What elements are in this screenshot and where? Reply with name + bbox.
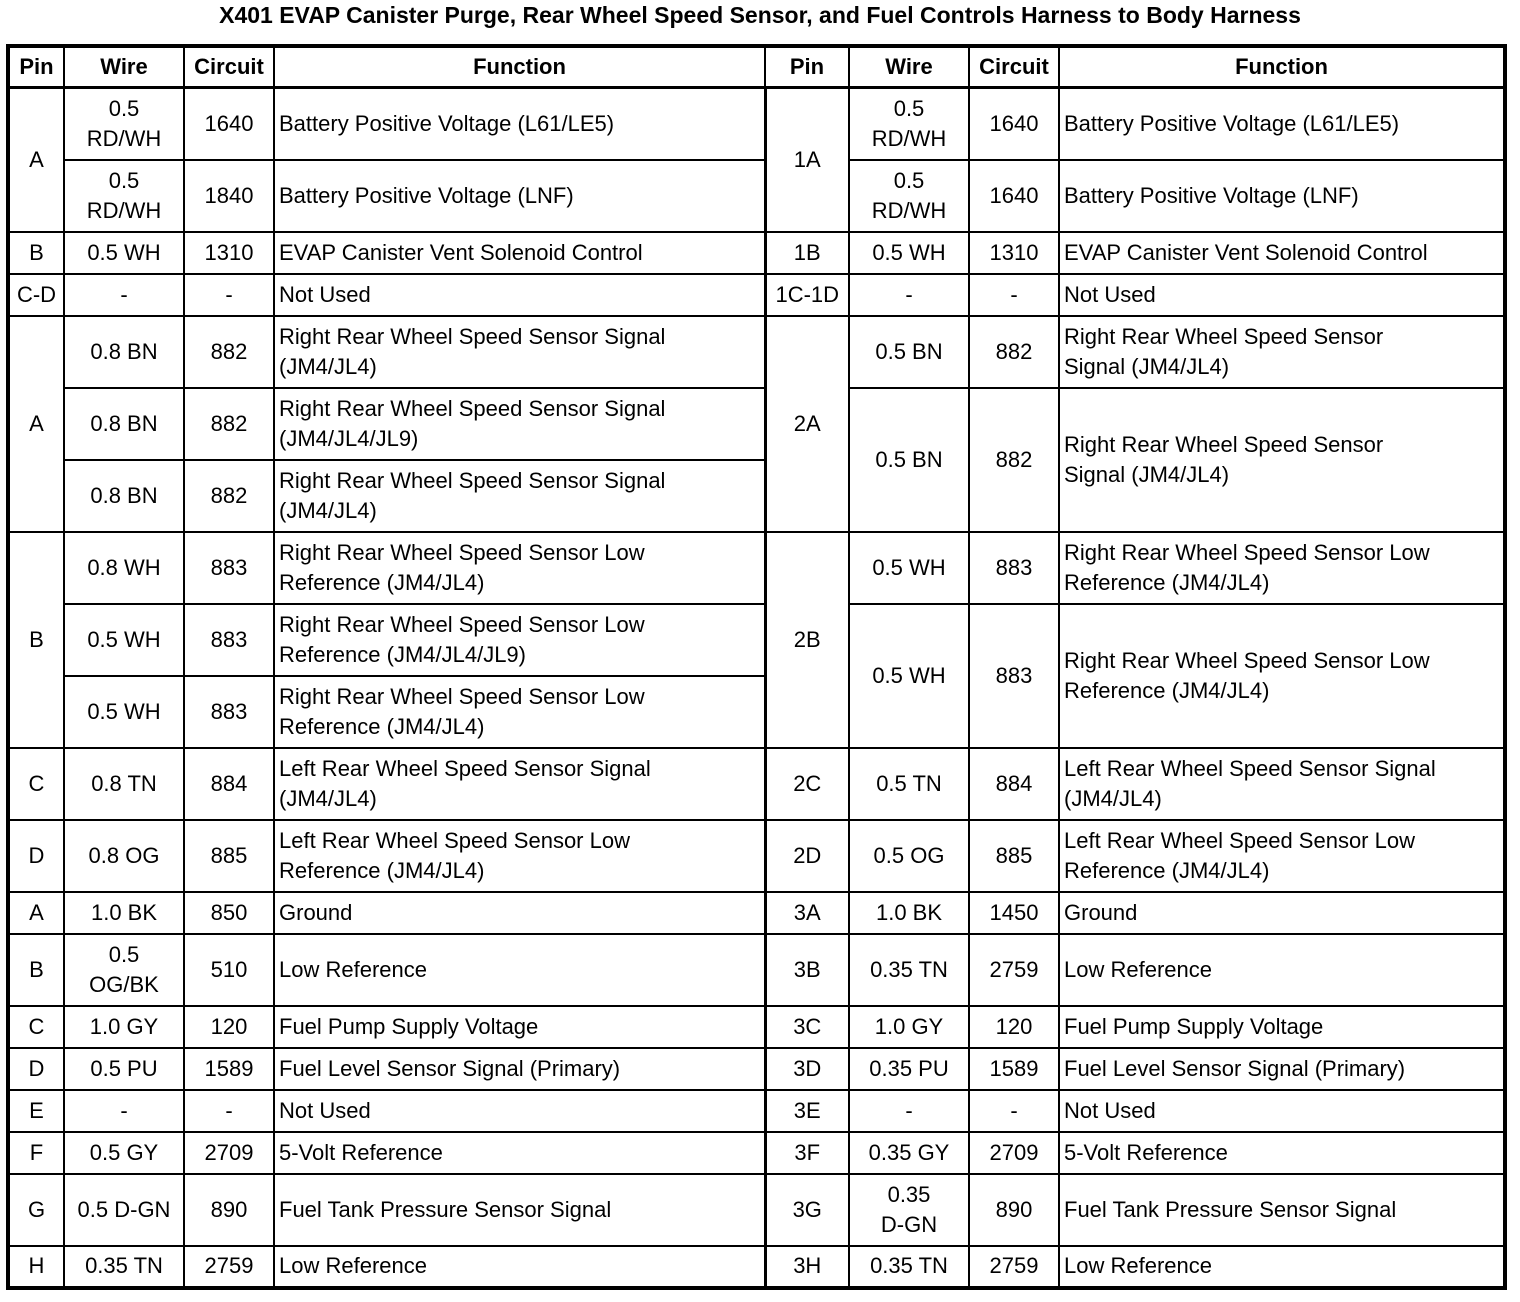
table-cell: 1589 xyxy=(969,1048,1059,1090)
table-row xyxy=(8,1246,1505,1288)
table-cell: - xyxy=(184,274,274,316)
table-row xyxy=(8,1006,1505,1048)
table-cell: Battery Positive Voltage (LNF) xyxy=(274,160,765,232)
header-circuit: Circuit xyxy=(184,46,274,88)
table-cell: - xyxy=(849,1090,969,1132)
table-cell: EVAP Canister Vent Solenoid Control xyxy=(274,232,765,274)
table-cell: 0.5 WH xyxy=(64,232,184,274)
table-cell: Left Rear Wheel Speed Sensor Low Reference (JM4/JL4) xyxy=(1059,820,1505,892)
table-cell: B xyxy=(8,232,64,274)
table-cell: H xyxy=(8,1246,64,1288)
table-cell: Right Rear Wheel Speed Sensor Low Reference (JM4/JL4) xyxy=(1059,532,1505,604)
table-cell: 1640 xyxy=(184,88,274,160)
table-row xyxy=(8,748,1505,820)
table-cell: 0.35 D-GN xyxy=(849,1174,969,1246)
table-row xyxy=(8,316,1505,388)
table-cell: 3G xyxy=(765,1174,849,1246)
table-cell: 0.5 TN xyxy=(849,748,969,820)
table-cell: 1310 xyxy=(969,232,1059,274)
header-function-right: Function xyxy=(1059,46,1505,88)
table-cell: - xyxy=(969,1090,1059,1132)
table-row xyxy=(8,1048,1505,1090)
table-row xyxy=(8,88,1505,160)
table-cell: 0.5 WH xyxy=(64,676,184,748)
table-cell: C-D xyxy=(8,274,64,316)
table-cell: D xyxy=(8,1048,64,1090)
pinout-table-container xyxy=(6,44,1507,1290)
table-cell: Right Rear Wheel Speed Sensor Signal (JM4/JL4) xyxy=(1059,316,1505,388)
table-cell: Fuel Pump Supply Voltage xyxy=(274,1006,765,1048)
table-cell: E xyxy=(8,1090,64,1132)
table-cell: 884 xyxy=(184,748,274,820)
table-cell: 1A xyxy=(765,88,849,232)
table-cell: 883 xyxy=(969,604,1059,748)
table-cell: 3D xyxy=(765,1048,849,1090)
table-cell: 3B xyxy=(765,934,849,1006)
table-cell: 0.5 OG xyxy=(849,820,969,892)
table-cell: A xyxy=(8,88,64,232)
table-cell: 0.5 WH xyxy=(849,604,969,748)
table-cell: 0.5 RD/WH xyxy=(64,88,184,160)
table-row xyxy=(8,892,1505,934)
table-cell: Right Rear Wheel Speed Sensor Signal (JM4/JL4) xyxy=(274,460,765,532)
table-cell: Ground xyxy=(274,892,765,934)
table-cell: 3E xyxy=(765,1090,849,1132)
table-cell: 120 xyxy=(184,1006,274,1048)
table-cell: 882 xyxy=(184,388,274,460)
table-cell: Fuel Level Sensor Signal (Primary) xyxy=(274,1048,765,1090)
table-cell: Right Rear Wheel Speed Sensor Signal (JM4/JL4) xyxy=(274,316,765,388)
table-cell: Right Rear Wheel Speed Sensor Signal (JM4/JL4) xyxy=(1059,388,1505,532)
table-cell: 3A xyxy=(765,892,849,934)
header-circuit-right: Circuit xyxy=(969,46,1059,88)
table-cell: 3H xyxy=(765,1246,849,1288)
table-cell: 2B xyxy=(765,532,849,748)
table-cell: 882 xyxy=(969,388,1059,532)
table-cell: 1B xyxy=(765,232,849,274)
table-cell: 120 xyxy=(969,1006,1059,1048)
table-cell: Fuel Pump Supply Voltage xyxy=(1059,1006,1505,1048)
table-cell: 0.5 WH xyxy=(64,604,184,676)
table-cell: 850 xyxy=(184,892,274,934)
table-cell: 0.5 D-GN xyxy=(64,1174,184,1246)
table-cell: Left Rear Wheel Speed Sensor Low Reference (JM4/JL4) xyxy=(274,820,765,892)
table-cell: Low Reference xyxy=(274,934,765,1006)
table-cell: Fuel Level Sensor Signal (Primary) xyxy=(1059,1048,1505,1090)
table-cell: Not Used xyxy=(1059,274,1505,316)
table-row xyxy=(8,388,1505,460)
table-cell: 882 xyxy=(184,460,274,532)
table-cell: 1840 xyxy=(184,160,274,232)
table-cell: Not Used xyxy=(274,1090,765,1132)
table-cell: 882 xyxy=(969,316,1059,388)
table-cell: Battery Positive Voltage (LNF) xyxy=(1059,160,1505,232)
table-cell: 890 xyxy=(184,1174,274,1246)
table-cell: 885 xyxy=(184,820,274,892)
header-pin-right: Pin xyxy=(765,46,849,88)
table-cell: Low Reference xyxy=(1059,1246,1505,1288)
table-cell: 0.35 GY xyxy=(849,1132,969,1174)
table-cell: 883 xyxy=(184,604,274,676)
table-cell: A xyxy=(8,892,64,934)
header-pin: Pin xyxy=(8,46,64,88)
table-cell: Left Rear Wheel Speed Sensor Signal (JM4/JL4) xyxy=(1059,748,1505,820)
table-cell: Battery Positive Voltage (L61/LE5) xyxy=(274,88,765,160)
table-cell: 0.8 BN xyxy=(64,388,184,460)
table-cell: 5-Volt Reference xyxy=(1059,1132,1505,1174)
table-row xyxy=(8,160,1505,232)
table-cell: Not Used xyxy=(1059,1090,1505,1132)
table-cell: EVAP Canister Vent Solenoid Control xyxy=(1059,232,1505,274)
table-cell: 1640 xyxy=(969,160,1059,232)
table-cell: Right Rear Wheel Speed Sensor Low Reference (JM4/JL4) xyxy=(274,676,765,748)
table-row xyxy=(8,820,1505,892)
table-cell: 0.8 WH xyxy=(64,532,184,604)
table-cell: 2759 xyxy=(969,934,1059,1006)
table-cell: 0.35 TN xyxy=(849,934,969,1006)
page-title: X401 EVAP Canister Purge, Rear Wheel Speed Sensor, and Fuel Controls Harness to Body Harness xyxy=(219,2,1301,28)
table-cell: 0.35 PU xyxy=(849,1048,969,1090)
table-cell: C xyxy=(8,748,64,820)
table-cell: - xyxy=(849,274,969,316)
table-cell: 0.5 WH xyxy=(849,232,969,274)
table-cell: 2759 xyxy=(969,1246,1059,1288)
table-cell: 2A xyxy=(765,316,849,532)
table-cell: 0.8 TN xyxy=(64,748,184,820)
table-cell: 0.8 BN xyxy=(64,316,184,388)
table-cell: 1.0 BK xyxy=(849,892,969,934)
header-wire-right: Wire xyxy=(849,46,969,88)
table-cell: 884 xyxy=(969,748,1059,820)
table-cell: 882 xyxy=(184,316,274,388)
table-cell: 2D xyxy=(765,820,849,892)
table-cell: 890 xyxy=(969,1174,1059,1246)
table-row xyxy=(8,274,1505,316)
table-cell: 2759 xyxy=(184,1246,274,1288)
table-cell: 2709 xyxy=(969,1132,1059,1174)
table-cell: 0.8 OG xyxy=(64,820,184,892)
table-cell: 1.0 GY xyxy=(849,1006,969,1048)
table-cell: - xyxy=(184,1090,274,1132)
table-cell: C xyxy=(8,1006,64,1048)
table-cell: 0.8 BN xyxy=(64,460,184,532)
table-cell: 0.5 WH xyxy=(849,532,969,604)
table-row xyxy=(8,532,1505,604)
table-cell: 883 xyxy=(184,676,274,748)
table-cell: Fuel Tank Pressure Sensor Signal xyxy=(1059,1174,1505,1246)
table-cell: 0.35 TN xyxy=(64,1246,184,1288)
table-cell: 1C-1D xyxy=(765,274,849,316)
table-cell: B xyxy=(8,532,64,748)
table-cell: Right Rear Wheel Speed Sensor Low Reference (JM4/JL4) xyxy=(274,532,765,604)
table-cell: Left Rear Wheel Speed Sensor Signal (JM4/JL4) xyxy=(274,748,765,820)
table-cell: Right Rear Wheel Speed Sensor Low Reference (JM4/JL4/JL9) xyxy=(274,604,765,676)
table-cell: 883 xyxy=(184,532,274,604)
table-cell: 510 xyxy=(184,934,274,1006)
table-cell: 0.5 RD/WH xyxy=(849,88,969,160)
table-cell: Right Rear Wheel Speed Sensor Signal (JM4/JL4/JL9) xyxy=(274,388,765,460)
table-cell: G xyxy=(8,1174,64,1246)
table-cell: 0.5 BN xyxy=(849,388,969,532)
header-wire: Wire xyxy=(64,46,184,88)
table-cell: 883 xyxy=(969,532,1059,604)
table-cell: 1310 xyxy=(184,232,274,274)
table-cell: 0.5 GY xyxy=(64,1132,184,1174)
table-cell: 1450 xyxy=(969,892,1059,934)
table-cell: Low Reference xyxy=(1059,934,1505,1006)
table-cell: - xyxy=(64,274,184,316)
table-cell: 0.5 PU xyxy=(64,1048,184,1090)
table-cell: 2709 xyxy=(184,1132,274,1174)
table-cell: A xyxy=(8,316,64,532)
table-cell: 0.5 RD/WH xyxy=(849,160,969,232)
table-cell: 5-Volt Reference xyxy=(274,1132,765,1174)
table-cell: F xyxy=(8,1132,64,1174)
table-cell: Fuel Tank Pressure Sensor Signal xyxy=(274,1174,765,1246)
table-cell: 885 xyxy=(969,820,1059,892)
table-cell: Low Reference xyxy=(274,1246,765,1288)
header-row xyxy=(8,46,1505,88)
table-cell: 2C xyxy=(765,748,849,820)
table-cell: Not Used xyxy=(274,274,765,316)
table-cell: - xyxy=(969,274,1059,316)
table-cell: B xyxy=(8,934,64,1006)
table-row xyxy=(8,1090,1505,1132)
table-row xyxy=(8,1132,1505,1174)
table-row xyxy=(8,604,1505,676)
table-cell: 1.0 BK xyxy=(64,892,184,934)
table-cell: Ground xyxy=(1059,892,1505,934)
table-cell: 1640 xyxy=(969,88,1059,160)
table-row xyxy=(8,934,1505,1006)
header-function: Function xyxy=(274,46,765,88)
table-row xyxy=(8,1174,1505,1246)
table-cell: 0.5 BN xyxy=(849,316,969,388)
table-cell: 1.0 GY xyxy=(64,1006,184,1048)
table-cell: D xyxy=(8,820,64,892)
table-cell: 0.5 RD/WH xyxy=(64,160,184,232)
table-cell: 3C xyxy=(765,1006,849,1048)
table-row xyxy=(8,232,1505,274)
table-cell: 3F xyxy=(765,1132,849,1174)
table-cell: Battery Positive Voltage (L61/LE5) xyxy=(1059,88,1505,160)
table-cell: 0.5 OG/BK xyxy=(64,934,184,1006)
table-cell: Right Rear Wheel Speed Sensor Low Reference (JM4/JL4) xyxy=(1059,604,1505,748)
table-cell: 0.35 TN xyxy=(849,1246,969,1288)
table-cell: 1589 xyxy=(184,1048,274,1090)
table-body xyxy=(8,88,1505,1288)
table-cell: - xyxy=(64,1090,184,1132)
pinout-table xyxy=(6,44,1507,1290)
